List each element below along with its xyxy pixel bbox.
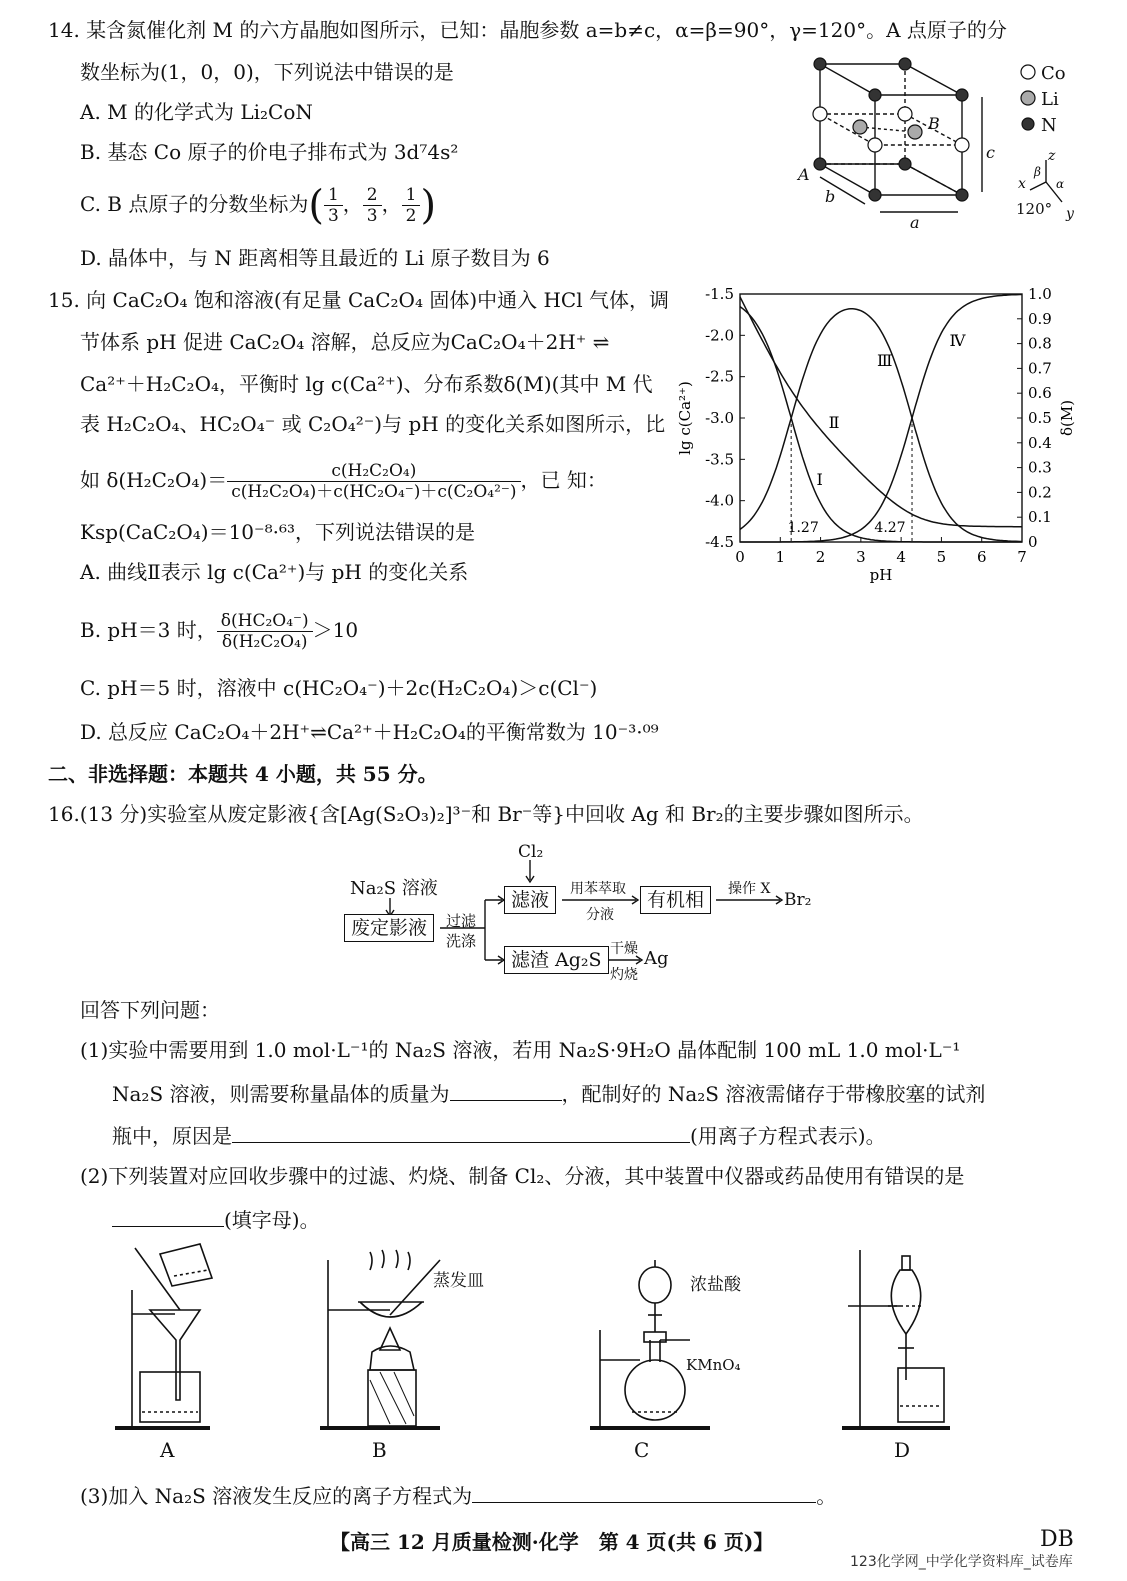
label-evaporating-dish: 蒸发皿 — [433, 1271, 484, 1291]
flow-waste-box: 废定影液 — [344, 914, 434, 942]
watermark: 123化学网_中学化学资料库_试卷库 — [850, 1554, 1073, 1570]
answer-blank-mass[interactable] — [450, 1078, 562, 1101]
q15-delta-fraction: $\frac{\text{c(H₂C₂O₄)}}{\text{c(H₂C₂O₄)＋c(HC₂O₄⁻)＋c(C₂O₄²⁻)}}$ — [227, 461, 520, 502]
section-2-title: 二、非选择题：本题共 4 小题，共 55 分。 — [48, 762, 438, 786]
legend-li: Li — [1041, 89, 1059, 110]
ph-distribution-chart — [660, 280, 1076, 590]
label-gamma: 120° — [1016, 200, 1053, 218]
apparatus-b-evaporation — [320, 1250, 440, 1428]
q14-line2: 数坐标为(1，0，0)，下列说法中错误的是 — [80, 60, 454, 84]
label-b-axis: b — [825, 187, 836, 206]
y-left-tick-label: -2.5 — [705, 367, 734, 386]
y-left-tick-label: -1.5 — [705, 285, 734, 303]
q15-option-b: B. pH＝3 时， $\frac{\text{δ(HC₂O₄⁻)}}{\text{δ(H₂C₂O₄)}}$ ＞10 — [80, 611, 359, 652]
q15-option-c: C. pH＝5 时，溶液中 c(HC₂O₄⁻)＋2c(H₂C₂O₄)＞c(Cl⁻) — [80, 676, 598, 700]
q14-line1: 14. 某含氮催化剂 M 的六方晶胞如图所示，已知：晶胞参数 a=b≠c，α=β=90°，γ=120°。A 点原子的分 — [48, 18, 1007, 42]
y-right-tick-label: 0.7 — [1028, 359, 1052, 378]
label-beta: β — [1034, 165, 1041, 179]
y-left-tick-label: -4.5 — [705, 533, 734, 551]
flow-operation-x: 操作 X — [728, 881, 771, 897]
q16-line1: 16.(13 分)实验室从废定影液{含[Ag(S₂O₃)₂]³⁻和 Br⁻等}中回收 Ag 和 Br₂的主要步骤如图所示。 — [48, 802, 924, 826]
q16-part3: (3)加入 Na₂S 溶液发生反应的离子方程式为 。 — [80, 1480, 836, 1510]
y-right-axis-label: δ(M) — [1058, 399, 1076, 437]
series-label: Ⅰ — [816, 469, 823, 489]
x-tick-label: 3 — [856, 548, 866, 566]
flow-filter: 过滤 — [446, 912, 477, 930]
answer-blank-na2s-eq[interactable] — [472, 1480, 816, 1503]
flow-na2s: Na₂S 溶液 — [350, 878, 438, 899]
q15-b-fraction: $\frac{\text{δ(HC₂O₄⁻)}}{\text{δ(H₂C₂O₄)}}$ — [217, 611, 313, 652]
frac-2: $\frac{2}{3}$ — [363, 185, 382, 226]
q14-option-c-text: C. B 点原子的分数坐标为 — [80, 192, 309, 216]
q16-answer-prompt: 回答下列问题： — [80, 998, 220, 1022]
y-right-tick-label: 0.9 — [1028, 309, 1052, 328]
y-right-tick-label: 1.0 — [1028, 285, 1052, 303]
flow-separate: 分液 — [586, 907, 614, 923]
y-right-tick-label: 0.3 — [1028, 458, 1052, 477]
label-kmno4: KMnO₄ — [686, 1356, 741, 1374]
answer-blank-ion-eq[interactable] — [232, 1120, 690, 1143]
apparatus-label-b: B — [372, 1438, 387, 1462]
flow-wash: 洗涤 — [446, 932, 477, 950]
flow-burn: 灼烧 — [610, 967, 638, 983]
x-tick-label: 0 — [735, 548, 745, 566]
frac-3: $\frac{1}{2}$ — [402, 185, 421, 226]
apparatus-a-filtration — [115, 1244, 212, 1428]
crystal-cell-diagram — [790, 52, 1080, 230]
label-y: y — [1066, 206, 1074, 222]
label-c-axis: c — [986, 143, 995, 162]
footer-code: DB — [1040, 1527, 1074, 1552]
q15-line6: Ksp(CaC₂O₄)＝10⁻⁸·⁶³，下列说法错误的是 — [80, 520, 475, 544]
q16-part1-line3: 瓶中，原因是 (用离子方程式表示)。 — [112, 1120, 886, 1150]
y-right-tick-label: 0.1 — [1028, 508, 1052, 527]
x-tick-label: 7 — [1017, 548, 1027, 566]
apparatus-figures — [100, 1240, 1000, 1440]
frac-1: $\frac{1}{3}$ — [324, 185, 343, 226]
q16-part2-line2: (填字母)。 — [112, 1204, 320, 1234]
y-left-tick-label: -3.0 — [705, 409, 734, 427]
flow-br2: Br₂ — [784, 890, 812, 910]
x-tick-label: 5 — [936, 548, 947, 566]
y-left-axis-label: lg c(Ca²⁺) — [676, 381, 694, 455]
flow-ag: Ag — [644, 948, 669, 969]
label-alpha: α — [1056, 177, 1065, 191]
y-right-tick-label: 0.2 — [1028, 483, 1052, 502]
q15-line2: 节体系 pH 促进 CaC₂O₄ 溶解，总反应为CaC₂O₄＋2H⁺ ⇌ — [80, 330, 610, 354]
q14-option-c: C. B 点原子的分数坐标为( $\frac{1}{3}$ ， $\frac{2}{3}$ ， $\frac{1}{2}$ ) — [80, 182, 437, 229]
apparatus-label-c: C — [634, 1438, 650, 1462]
flowchart — [330, 840, 850, 990]
apparatus-label-d: D — [894, 1438, 911, 1462]
label-b-point: B — [928, 114, 940, 133]
y-right-tick-label: 0.4 — [1028, 433, 1052, 452]
flow-cl2: Cl₂ — [518, 842, 544, 862]
x-axis-label: pH — [869, 566, 893, 584]
q15-line4: 表 H₂C₂O₄、HC₂O₄⁻ 或 C₂O₄²⁻)与 pH 的变化关系如图所示，比 — [80, 412, 666, 436]
series-label: Ⅱ — [828, 412, 840, 432]
y-right-tick-label: 0 — [1028, 533, 1038, 551]
q14-option-a: A. M 的化学式为 Li₂CoN — [80, 100, 313, 124]
y-left-tick-label: -4.0 — [705, 491, 734, 510]
flow-organic-box: 有机相 — [640, 886, 711, 914]
q15-line5 — [80, 452, 607, 508]
pka-annotation: 4.27 — [874, 520, 906, 536]
q16-part1-line1: (1)实验中需要用到 1.0 mol·L⁻¹的 Na₂S 溶液，若用 Na₂S·9H₂O 晶体配制 100 mL 1.0 mol·L⁻¹ — [80, 1038, 961, 1062]
label-conc-hcl: 浓盐酸 — [690, 1275, 741, 1295]
legend-n: N — [1041, 115, 1057, 136]
flow-dry: 干燥 — [610, 941, 638, 957]
flow-extract: 用苯萃取 — [570, 881, 626, 897]
y-right-tick-label: 0.5 — [1028, 409, 1052, 427]
q16-part2-line1: (2)下列装置对应回收步骤中的过滤、灼烧、制备 Cl₂、分液，其中装置中仪器或药品使用有错误的是 — [80, 1164, 965, 1188]
label-a-point: A — [798, 165, 810, 184]
y-right-tick-label: 0.8 — [1028, 334, 1052, 353]
legend-co: Co — [1041, 63, 1066, 84]
y-left-tick-label: -3.5 — [705, 450, 734, 469]
answer-blank-letter[interactable] — [112, 1204, 224, 1227]
q15-delta-label: 如 δ(H₂C₂O₄)＝ — [80, 468, 228, 492]
q15-option-a: A. 曲线Ⅱ表示 lg c(Ca²⁺)与 pH 的变化关系 — [80, 560, 469, 584]
apparatus-d-separation — [842, 1250, 950, 1428]
q15-known: ，已 知： — [520, 468, 607, 492]
q15-option-d: D. 总反应 CaC₂O₄＋2H⁺⇌Ca²⁺＋H₂C₂O₄的平衡常数为 10⁻³·⁰⁹ — [80, 720, 659, 744]
q15-line1: 15. 向 CaC₂O₄ 饱和溶液(有足量 CaC₂O₄ 固体)中通入 HCl 气体，调 — [48, 288, 669, 312]
y-left-tick-label: -2.0 — [705, 326, 734, 345]
q14-option-d: D. 晶体中，与 N 距离相等且最近的 Li 原子数目为 6 — [80, 246, 550, 270]
q16-part1-line2: Na₂S 溶液，则需要称量晶体的质量为 ，配制好的 Na₂S 溶液需储存于带橡胶塞的试剂 — [112, 1078, 985, 1108]
flow-filtrate-box: 滤液 — [504, 886, 556, 914]
y-right-tick-label: 0.6 — [1028, 384, 1052, 403]
series-label: Ⅲ — [876, 350, 893, 370]
series-label: Ⅳ — [949, 331, 966, 351]
label-a-axis: a — [910, 213, 920, 232]
x-tick-label: 1 — [775, 548, 786, 566]
x-tick-label: 4 — [896, 548, 906, 566]
flow-residue-box: 滤渣 Ag₂S — [504, 946, 609, 974]
apparatus-label-a: A — [160, 1438, 175, 1462]
x-tick-label: 2 — [815, 548, 826, 566]
footer-page-info: 【高三 12 月质量检测·化学 第 4 页(共 6 页)】 — [330, 1530, 774, 1554]
label-z: z — [1048, 148, 1056, 164]
label-x: x — [1018, 176, 1026, 192]
pka-annotation: 1.27 — [787, 520, 819, 536]
x-tick-label: 6 — [976, 548, 987, 566]
q15-line3: Ca²⁺＋H₂C₂O₄，平衡时 lg c(Ca²⁺)、分布系数δ(M)(其中 M 代 — [80, 372, 653, 396]
q14-option-b: B. 基态 Co 原子的价电子排布式为 3d⁷4s² — [80, 140, 459, 164]
